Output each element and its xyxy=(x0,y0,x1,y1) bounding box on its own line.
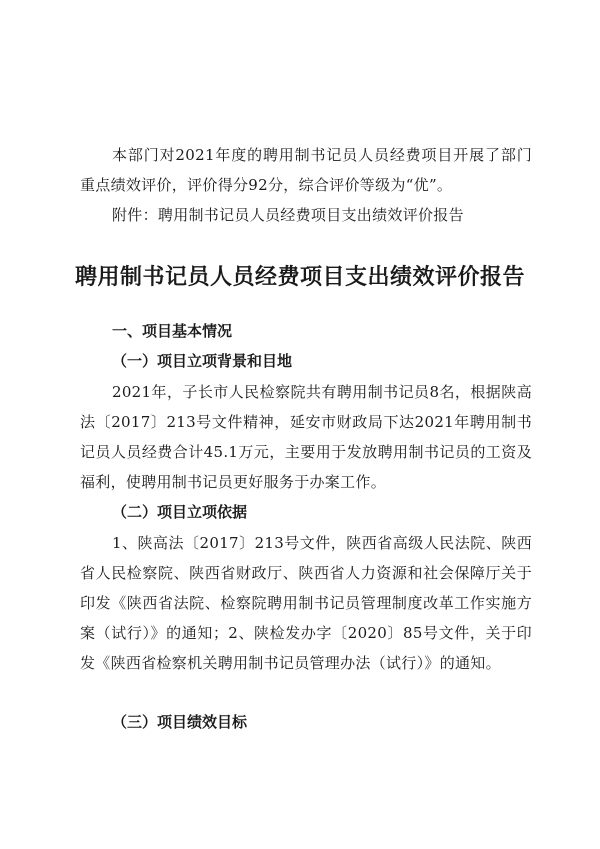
report-title: 聘用制书记员人员经费项目支出绩效评价报告 xyxy=(74,264,525,290)
attachment-line: 附件：聘用制书记员人员经费项目支出绩效评价报告 xyxy=(112,206,464,224)
subsection2-heading: （二）项目立项依据 xyxy=(112,503,248,521)
section1-heading: 一、项目基本情况 xyxy=(112,322,233,340)
subsection1-heading: （一）项目立项背景和目地 xyxy=(112,352,293,370)
subsection1-body: 2021年，子长市人民检察院共有聘用制书记员8名，根据陕高法〔2017〕213号文件精神，延安市财政局下达2021年聘用制书记员人员经费合计45.1万元，主要用于发放聘用制书记员的工资及福利，使聘用制书记员更好服务于办案工作。 xyxy=(80,383,532,491)
subsection2-body: 1、陕高法〔2017〕213号文件，陕西省高级人民法院、陕西省人民检察院、陕西省财政厅、陕西省人力资源和社会保障厅关于印发《陕西省法院、检察院聘用制书记员管理制度改革工作实施方案（试行）》的通知；2、陕检发办字〔2020〕85号文件，关于印发《陕西省检察机关聘用制书记员管理办法（试行）》的通知。 xyxy=(80,534,532,672)
intro-summary-paragraph: 本部门对2021年度的聘用制书记员人员经费项目开展了部门重点绩效评价，评价得分92分，综合评价等级为“优”。 xyxy=(80,146,532,194)
subsection3-heading: （三）项目绩效目标 xyxy=(112,713,248,731)
